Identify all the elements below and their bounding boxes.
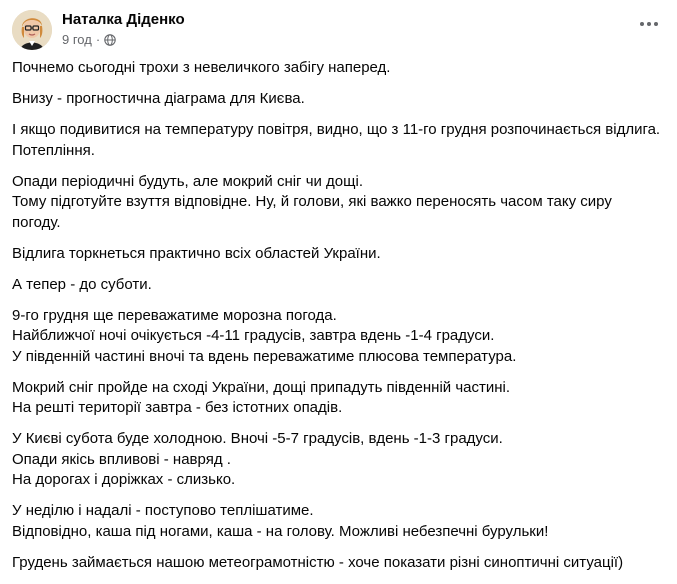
post-time[interactable]: 9 год [62,32,92,47]
post-text-line: погоду. [12,213,61,231]
globe-icon [104,34,116,46]
post-text-line: Відповідно, каша під ногами, каша - на голову. Можливі небезпечні бурульки! [12,522,549,540]
post-text-line: Опади періодичні будуть, але мокрий сніг чи дощі. [12,172,363,190]
post-text-line: А тепер - до суботи. [12,275,152,293]
post-text-line: Тому підготуйте взуття відповідне. Ну, й голови, які важко переносять часом таку сиру [12,193,612,210]
post-text-line: Найближчої ночі очікується -4-11 градусів, завтра вдень -1-4 градуси. [12,327,495,344]
post-text-line: На дорогах і доріжках - слизько. [12,471,236,488]
post-paragraph [12,172,667,234]
post-text-line: Грудень займається нашою метеограмотністю - хоче показати різні синоптичні ситуації) [12,553,624,571]
author-name[interactable]: Наталка Діденко [62,11,185,28]
post-text [12,58,667,584]
post-paragraph [12,58,667,79]
post-text-line: На решті території завтра - без істотних опадів. [12,399,343,416]
post-meta [62,32,116,47]
post-paragraph [12,306,667,368]
post-paragraph [12,553,667,574]
post-text-line: Опади якісь впливові - навряд . [12,450,231,468]
post-text-line: У південній частині вночі та вдень переважатиме плюсова температура. [12,347,517,365]
more-options-icon [639,21,659,27]
post-paragraph [12,275,667,296]
more-options-button[interactable] [633,14,665,34]
post-paragraph [12,244,667,265]
meta-separator: · [95,32,101,47]
post-paragraph [12,378,667,419]
post-text-line: Почнемо сьогодні трохи з невеличкого забігу наперед. [12,59,391,76]
avatar[interactable] [12,10,52,50]
post-text-line: Відлига торкнеться практично всіх областей України. [12,244,381,262]
post-header [12,10,665,50]
post-text-line: Мокрий сніг пройде на сході України, дощі припадуть південній частині. [12,378,511,396]
post-paragraph [12,120,667,161]
post-paragraph [12,89,667,110]
post-paragraph [12,501,667,542]
post-text-line: Внизу - прогностична діаграма для Києва. [12,90,305,107]
avatar-image [12,10,52,50]
post-text-line: У Києві субота буде холодною. Вночі -5-7 градусів, вдень -1-3 градуси. [12,430,503,447]
post-text-line: І якщо подивитися на температуру повітря, видно, що з 11-го грудня розпочинається відлига. [12,121,661,138]
post-text-line: 9-го грудня ще переважатиме морозна погода. [12,306,337,324]
post-text-line: Потепління. [12,141,95,159]
post-text-line: У неділю і надалі - поступово теплішатиме. [12,502,314,519]
post-paragraph [12,429,667,491]
